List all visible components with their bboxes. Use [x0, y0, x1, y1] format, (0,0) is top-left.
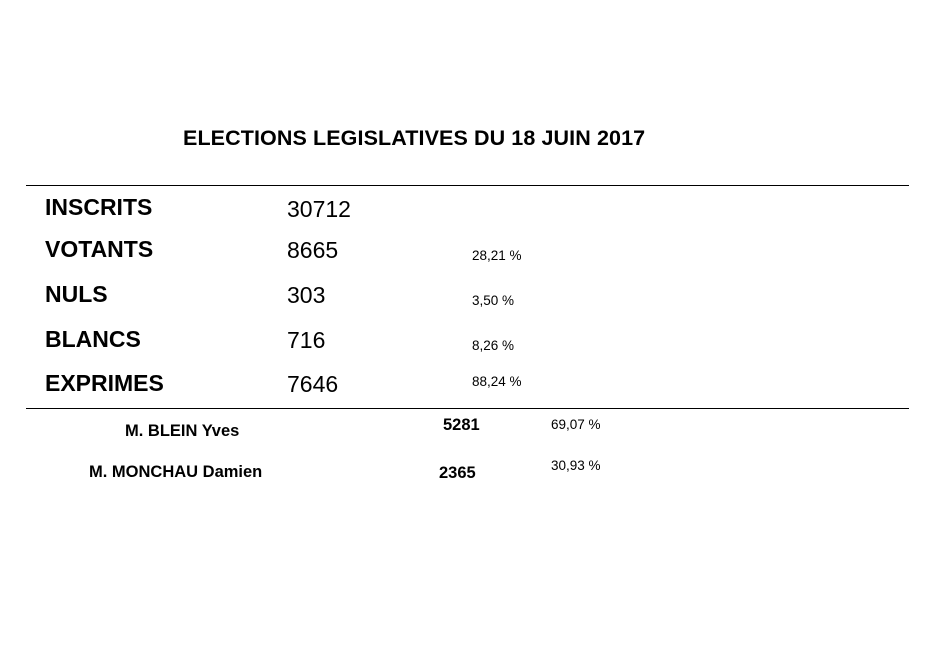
stat-value-votants: 8665 — [287, 237, 339, 263]
candidates-divider — [26, 408, 909, 409]
stat-percent-nuls: 3,50 % — [472, 293, 515, 308]
stat-percent-blancs: 8,26 % — [472, 338, 515, 353]
stat-value-inscrits: 30712 — [287, 196, 351, 222]
stat-label-exprimes: EXPRIMES — [45, 370, 164, 396]
stat-label-votants: VOTANTS — [45, 236, 154, 262]
stat-label-inscrits: INSCRITS — [45, 194, 153, 220]
stat-label-nuls: NULS — [45, 281, 108, 307]
candidate-votes: 2365 — [439, 464, 476, 482]
stat-value-blancs: 716 — [287, 327, 326, 353]
stat-percent-votants: 28,21 % — [472, 248, 522, 263]
stat-value-nuls: 303 — [287, 282, 326, 308]
candidate-votes: 5281 — [443, 416, 480, 434]
stat-percent-exprimes: 88,24 % — [472, 374, 522, 389]
candidate-name: M. BLEIN Yves — [125, 422, 240, 440]
candidate-percent: 30,93 % — [551, 458, 601, 473]
candidate-name: M. MONCHAU Damien — [89, 463, 263, 481]
stat-value-exprimes: 7646 — [287, 371, 339, 397]
stat-label-blancs: BLANCS — [45, 326, 141, 352]
document-title: ELECTIONS LEGISLATIVES DU 18 JUIN 2017 — [183, 126, 646, 150]
top-divider — [26, 185, 909, 186]
candidate-percent: 69,07 % — [551, 417, 601, 432]
